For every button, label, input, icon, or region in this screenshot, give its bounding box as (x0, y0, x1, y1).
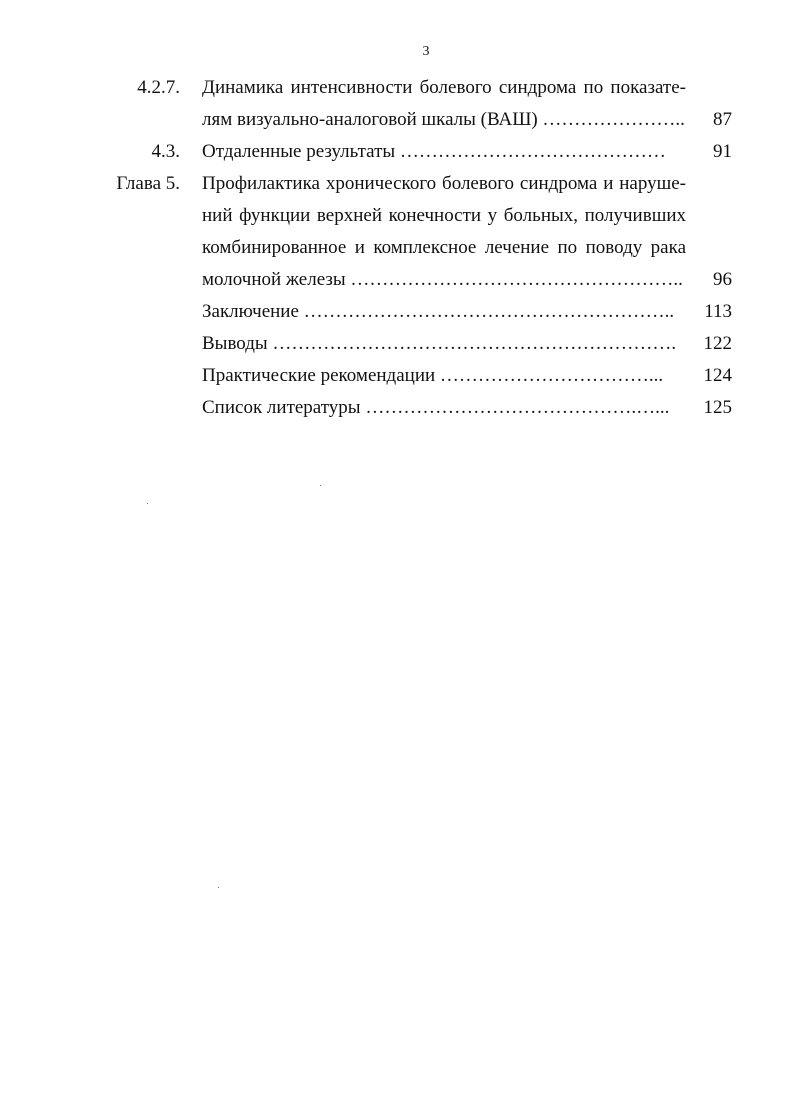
toc-entry-number: Глава 5. (116, 173, 180, 194)
toc-entry-title-line: молочной железы …………………………………………….. (202, 269, 683, 290)
toc-entry-title-line: Практические рекомендации ……………………………... (202, 365, 664, 386)
toc-entry-title-line: Выводы ………………………………………………………. (202, 333, 677, 354)
toc-entry-findings[interactable] (0, 328, 798, 360)
toc-entry-4-3[interactable] (0, 136, 798, 168)
toc-entry-title-line: Динамика интенсивности болевого синдрома по показате- (202, 77, 686, 98)
toc-entry-title-line: Отдаленные результаты …………………………………… (202, 141, 666, 162)
toc-entry-title-line: Профилактика хронического болевого синдрома и наруше- (202, 173, 686, 194)
toc-entry-page: 87 (713, 109, 732, 130)
toc-entry-title-line: лям визуально-аналоговой шкалы (ВАШ) ………………….. (202, 109, 685, 130)
toc-entry-number: 4.3. (151, 141, 180, 162)
toc-entry-4-2-7[interactable] (0, 72, 798, 104)
toc-entry-chapter-5-continued[interactable] (0, 200, 798, 232)
toc-entry-title-line: Заключение ………………………………………………….. (202, 301, 675, 322)
scan-speck (320, 485, 321, 486)
toc-entry-chapter-5-continued[interactable] (0, 232, 798, 264)
toc-entry-page: 91 (713, 141, 732, 162)
scan-speck (218, 887, 219, 888)
toc-entry-page: 124 (703, 365, 732, 386)
toc-entry-title-line: комбинированное и комплексное лечение по поводу рака (202, 237, 686, 258)
toc-entry-page: 96 (713, 269, 732, 290)
scan-speck (147, 503, 148, 504)
toc-entry-conclusion[interactable] (0, 296, 798, 328)
toc-entry-page: 125 (703, 397, 732, 418)
toc-entry-4-2-7-continued[interactable] (0, 104, 798, 136)
toc-entry-number: 4.2.7. (137, 77, 180, 98)
toc-entry-title-line: Список литературы …………………………………….…... (202, 397, 670, 418)
page-number: 3 (422, 44, 430, 59)
toc-entry-bibliography[interactable] (0, 392, 798, 424)
toc-entry-chapter-5-continued[interactable] (0, 264, 798, 296)
toc-entry-page: 122 (703, 333, 732, 354)
toc-entry-title-line: ний функции верхней конечности у больных, получивших (202, 205, 686, 226)
table-of-contents (0, 72, 798, 424)
toc-entry-chapter-5[interactable] (0, 168, 798, 200)
toc-entry-page: 113 (704, 301, 732, 322)
toc-entry-recommendations[interactable] (0, 360, 798, 392)
